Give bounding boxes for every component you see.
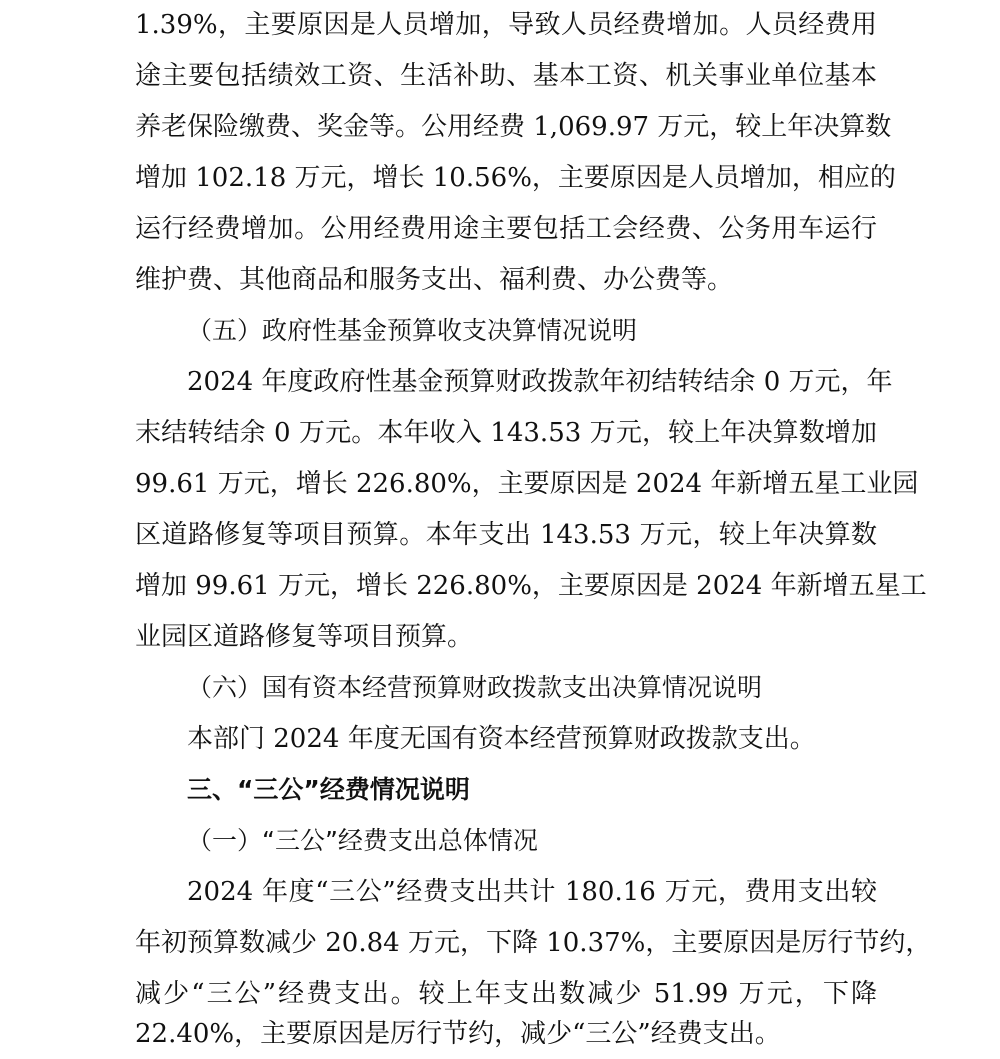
- paragraph-line: 1.39%，主要原因是人员增加，导致人员经费增加。人员经费用: [135, 10, 877, 40]
- paragraph-line: 养老保险缴费、奖金等。公用经费 1,069.97 万元，较上年决算数: [135, 112, 892, 142]
- section-heading-5: （五）政府性基金预算收支决算情况说明: [187, 316, 638, 345]
- paragraph-line: 本部门 2024 年度无国有资本经营预算财政拨款支出。: [187, 724, 816, 754]
- paragraph-line: 末结转结余 0 万元。本年收入 143.53 万元，较上年决算数增加: [135, 418, 877, 448]
- paragraph-line: 增加 99.61 万元，增长 226.80%，主要原因是 2024 年新增五星工: [135, 571, 927, 601]
- paragraph-line: 维护费、其他商品和服务支出、福利费、办公费等。: [135, 265, 734, 295]
- paragraph-line: 业园区道路修复等项目预算。: [135, 622, 474, 652]
- paragraph-line: 22.40%，主要原因是厉行节约，减少“三公”经费支出。: [135, 1019, 781, 1049]
- section-heading-6: （六）国有资本经营预算财政拨款支出决算情况说明: [187, 673, 763, 702]
- paragraph-line: 减少“三公”经费支出。较上年支出数减少 51.99 万元，下降: [135, 979, 877, 1009]
- paragraph-line: 2024 年度“三公”经费支出共计 180.16 万元，费用支出较: [187, 877, 877, 907]
- paragraph-line: 区道路修复等项目预算。本年支出 143.53 万元，较上年决算数: [135, 520, 877, 550]
- paragraph-line: 途主要包括绩效工资、生活补助、基本工资、机关事业单位基本: [135, 61, 877, 91]
- paragraph-line: 增加 102.18 万元，增长 10.56%，主要原因是人员增加，相应的: [135, 163, 896, 193]
- paragraph-line: 运行经费增加。公用经费用途主要包括工会经费、公务用车运行: [135, 214, 877, 244]
- part-heading-3: 三、“三公”经费情况说明: [187, 775, 470, 804]
- paragraph-line: 年初预算数减少 20.84 万元，下降 10.37%，主要原因是厉行节约，: [135, 928, 932, 958]
- paragraph-line: 2024 年度政府性基金预算财政拨款年初结转结余 0 万元，年: [187, 367, 893, 397]
- subsection-heading-1: （一）“三公”经费支出总体情况: [187, 826, 538, 855]
- paragraph-line: 99.61 万元，增长 226.80%，主要原因是 2024 年新增五星工业园: [135, 469, 919, 499]
